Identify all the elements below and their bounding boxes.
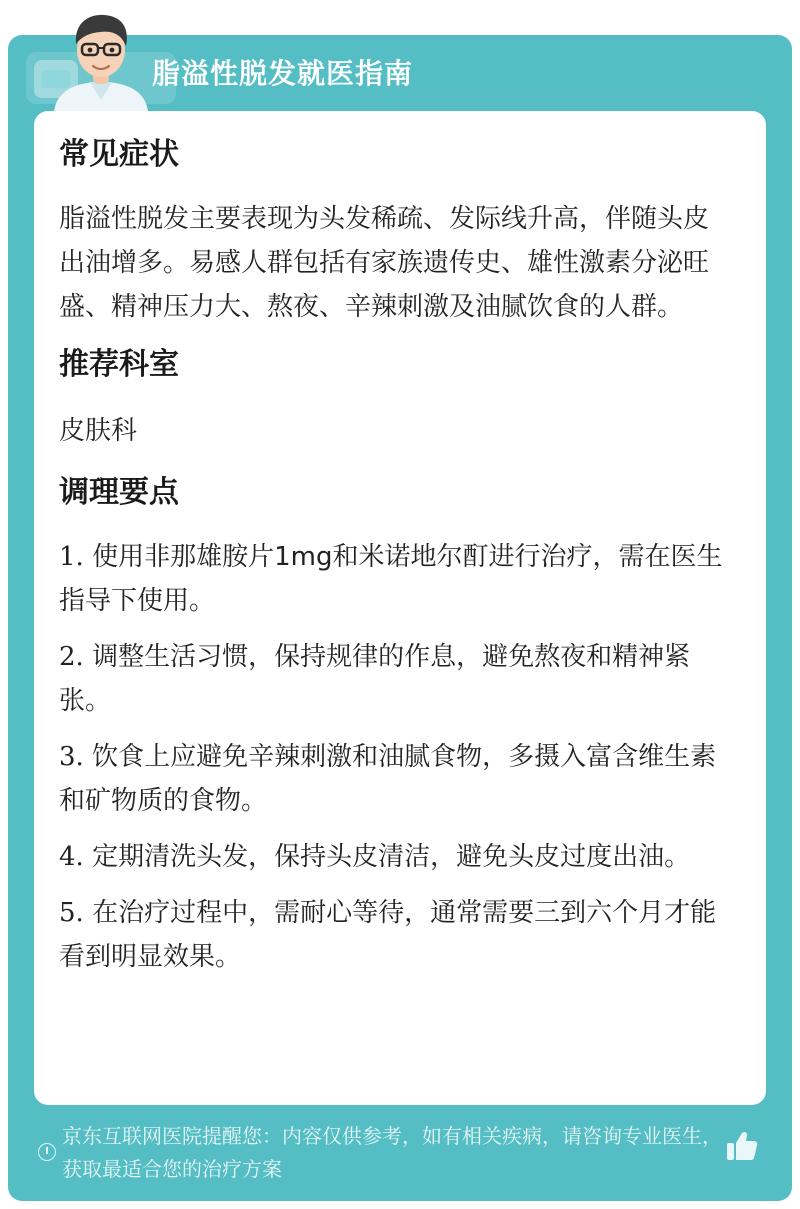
page-title: 脂溢性脱发就医指南 (152, 57, 414, 90)
list-item-text: 在治疗过程中，需耐心等待，通常需要三到六个月才能看到明显效果。 (59, 898, 717, 972)
list-item (59, 735, 729, 823)
section-title-symptoms: 常见症状 (59, 137, 179, 172)
list-item-number: 3. (59, 742, 84, 772)
list-item-text: 使用非那雄胺片1mg和米诺地尔酊进行治疗，需在医生指导下使用。 (59, 542, 723, 616)
list-item (59, 535, 729, 623)
list-item-text: 调整生活习惯，保持规律的作息，避免熬夜和精神紧张。 (59, 642, 691, 716)
list-item-text: 饮食上应避免辛辣刺激和油腻食物，多摄入富含维生素和矿物质的食物。 (59, 742, 717, 816)
list-item-number: 2. (59, 642, 84, 672)
doctor-avatar (46, 6, 156, 112)
thumbs-up-icon[interactable] (724, 1128, 760, 1164)
list-item-number: 1. (59, 542, 84, 572)
list-item-number: 4. (59, 842, 84, 872)
info-circle-icon (38, 1143, 56, 1161)
list-item-number: 5. (59, 898, 84, 928)
list-item (59, 835, 729, 879)
list-item (59, 891, 729, 979)
content-body (59, 133, 729, 991)
section-title-department: 推荐科室 (59, 347, 179, 382)
list-item (59, 635, 729, 723)
section-title-care: 调理要点 (59, 475, 179, 510)
department-text: 皮肤科 (59, 416, 138, 446)
care-list (59, 535, 729, 979)
symptoms-text: 脂溢性脱发主要表现为头发稀疏、发际线升高，伴随头皮出油增多。易感人群包括有家族遗传史、雄性激素分泌旺盛、精神压力大、熬夜、辛辣刺激及油腻饮食的人群。 (59, 204, 710, 322)
list-item-text: 定期清洗头发，保持头皮清洁，避免头皮过度出油。 (92, 842, 691, 872)
content-card (34, 111, 766, 1105)
footer-disclaimer: 京东互联网医院提醒您：内容仅供参考，如有相关疾病，请咨询专业医生，获取最适合您的治疗方案 (62, 1124, 722, 1181)
